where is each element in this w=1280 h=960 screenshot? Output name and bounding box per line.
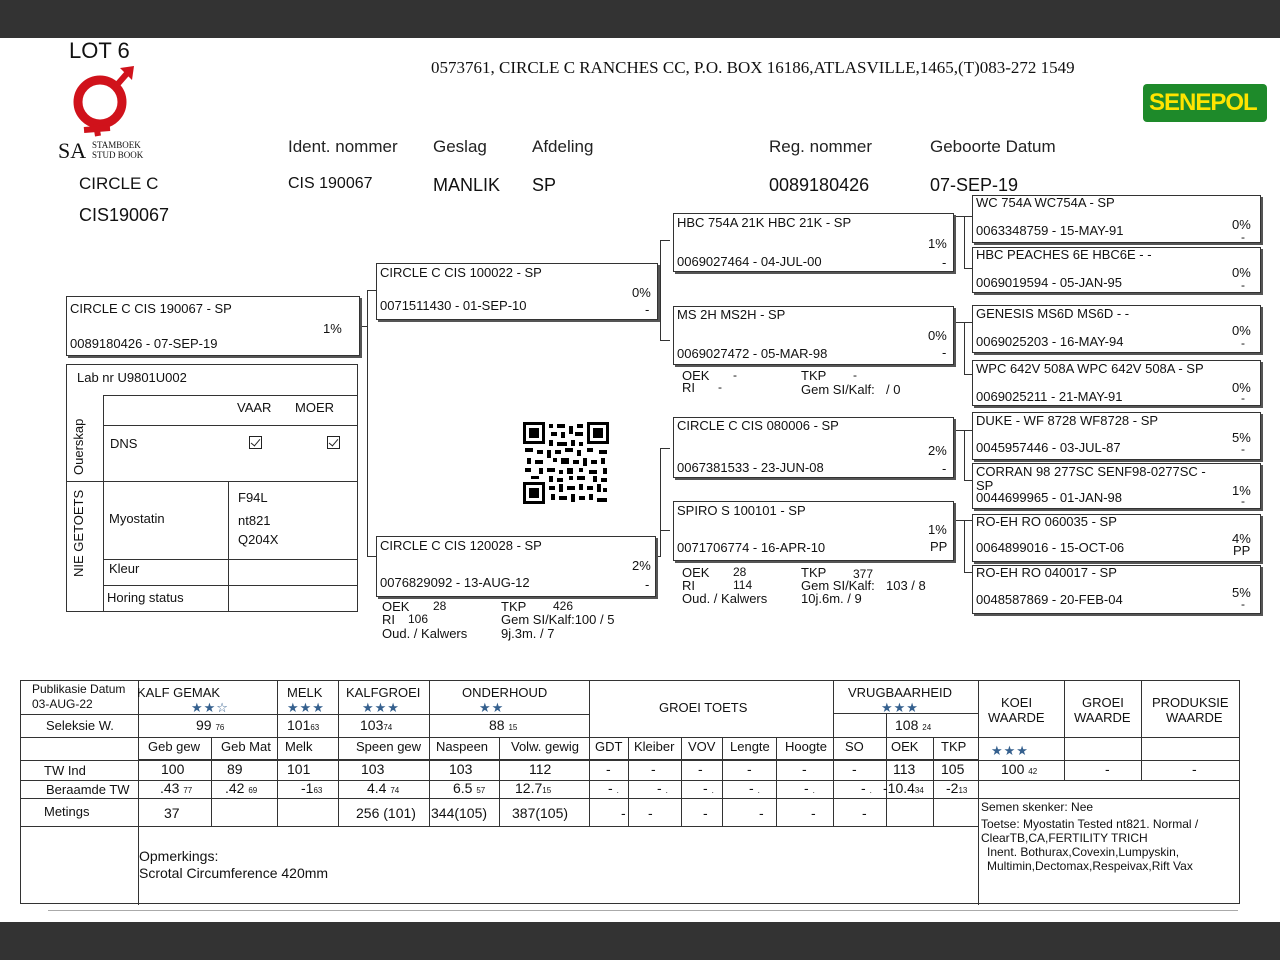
senepol-logo: SENEPOL	[1143, 84, 1267, 122]
section-label: Afdeling	[532, 137, 594, 156]
semen-donor: Semen skenker: Nee	[981, 800, 1094, 814]
melk-stars-icon: ★★★	[287, 700, 325, 715]
qr-code	[523, 422, 609, 504]
gd1-gem-label: Gem SI/Kalf:	[801, 382, 875, 397]
sex-label: Geslag	[433, 137, 487, 156]
ggp-box-8: RO-EH RO 040017 - SP 0048587869 - 20-FEB-04 5% -	[972, 565, 1261, 614]
gd1-tkp-label: TKP	[801, 368, 827, 383]
ggp-box-1: WC 754A WC754A - SP 0063348759 - 15-MAY-91 0% -	[972, 195, 1261, 243]
reg-value: 0089180426	[769, 175, 870, 195]
gd2-tkp-label: TKP	[801, 565, 827, 580]
gd2-ri-value: 114	[733, 578, 753, 592]
dam-ri-value: 106	[408, 612, 429, 626]
gd1-gem-value: / 0	[886, 382, 901, 397]
lot-number: LOT 6	[69, 38, 130, 63]
reg-label: Reg. nommer	[769, 137, 872, 156]
performance-table: Publikasie Datum 03-AUG-22 KALF GEMAK ★★☆ MELK ★★★ KALFGROEI ★★★ ONDERHOUD ★★ GROEI TOETS VRUGBAARHEID ★★★ KOEI WAARDE ★★★ GROEI WAARDE PRODUKSIE WAARDE Seleksie W. 99 76 10163 10374 88 15 108 24 Geb gew Geb Mat Melk Speen gew Naspeen Volw. gewig GDT Kleiber VOV Lengte Hoogte SO OEK TKP TW Ind 100 89 101 103 103 112 - - - - - - 113 105 100 42 - - Beraamde TW .43 77 .42 69 -163 4.4 74 6.5 57 12.715 - . - . - . - . - . - . -10.434 -213 Metings 37 256 (101) 344(105) 387(105) - - - - - - Semen skenker: Nee Toetse: Myostatin Tested nt821. Normal / ClearTB,CA,FERTILITY TRICH Inent. Bothurax,Covexin,Lumpyskin, Multimin,Dectomax,Respeivax,Rift Vax Opmerkings: Scrotal Circumference 420mm	[20, 680, 1240, 904]
dam-oek-label: OEK	[382, 599, 410, 614]
lab-number: Lab nr U9801U002	[77, 370, 187, 385]
dam-ri-label: RI	[382, 612, 395, 627]
sire-box: CIRCLE C CIS 100022 - SP 0% 0071511430 - 01-SEP-10 -	[376, 263, 658, 320]
gd1-oek-value: -	[733, 368, 737, 382]
animal-code: CIS190067	[79, 205, 170, 225]
vaccinations-line-1: Inent. Bothurax,Covexin,Lumpyskin,	[987, 845, 1180, 859]
dob-value: 07-SEP-19	[930, 175, 1019, 195]
grandsire-paternal-box: HBC 754A 21K HBC 21K - SP 1% 0069027464 - 04-JUL-00 -	[673, 213, 954, 272]
section-value: SP	[532, 175, 557, 195]
gd2-age: 10j.6m. / 9	[801, 591, 862, 606]
onderhoud-stars-icon: ★★	[479, 700, 505, 715]
gd2-oek-label: OEK	[682, 565, 710, 580]
qr-code-icon	[523, 422, 609, 504]
ggp-box-7: RO-EH RO 060035 - SP 0064899016 - 15-OCT-06 4% PP	[972, 514, 1261, 562]
granddam-maternal-box: SPIRO S 100101 - SP 1% 0071706774 - 16-APR-10 PP	[673, 501, 954, 561]
ggp-box-6: CORRAN 98 277SC SENF98-0277SC - SP 0044699965 - 01-JAN-98 1% -	[972, 463, 1261, 509]
moer-dns-checkbox-icon	[327, 436, 340, 449]
dam-oek-value: 28	[433, 599, 447, 613]
vaar-dns-checkbox-icon	[249, 436, 262, 449]
gd1-oek-label: OEK	[682, 368, 710, 383]
granddam-paternal-box: MS 2H MS2H - SP 0% 0069027472 - 05-MAR-98 -	[673, 306, 954, 365]
ggp-box-5: DUKE - WF 8728 WF8728 - SP 0045957446 - 03-JUL-87 5% -	[972, 412, 1261, 460]
dam-tkp-label: TKP	[501, 599, 527, 614]
pub-date-label: Publikasie Datum	[32, 682, 126, 696]
ggp-box-4: WPC 642V 508A WPC 642V 508A - SP 0069025211 - 21-MAY-91 0% -	[972, 360, 1261, 406]
dob-label: Geboorte Datum	[930, 137, 1056, 156]
gd2-gem-label: Gem SI/Kalf:	[801, 578, 875, 593]
gd2-gem-value: 103 / 8	[886, 578, 926, 593]
dam-tkp-value: 426	[553, 599, 574, 613]
remarks-value: Scrotal Circumference 420mm	[139, 865, 329, 881]
self-pedigree-box: CIRCLE C CIS 190067 - SP 1% 0089180426 - 07-SEP-19	[66, 296, 360, 356]
pub-date-value: 03-AUG-22	[32, 697, 93, 711]
koei-waarde-stars-icon: ★★★	[991, 743, 1029, 758]
dam-box: CIRCLE C CIS 120028 - SP 2% 0076829092 - 13-AUG-12 -	[376, 536, 656, 597]
ggp-box-2: HBC PEACHES 6E HBC6E - - 0069019594 - 05-JAN-95 0% -	[972, 247, 1261, 293]
gd1-ri-value: -	[718, 380, 722, 394]
viewer-bottom-bar	[0, 922, 1280, 960]
gd2-ri-label: RI	[682, 578, 695, 593]
kalf-gemak-stars-icon: ★★☆	[191, 700, 229, 715]
gd2-oud-label: Oud. / Kalwers	[682, 591, 768, 606]
tests-line-2: ClearTB,CA,FERTILITY TRICH	[981, 831, 1148, 845]
sa-stamboek-logo: SA STAMBOEK STUD BOOK	[58, 66, 158, 162]
viewer-top-bar	[0, 0, 1280, 38]
dam-age: 9j.3m. / 7	[501, 626, 555, 641]
gd2-tkp-value: 377	[853, 567, 874, 581]
vaccinations-line-2: Multimin,Dectomax,Respeivax,Rift Vax	[987, 859, 1193, 873]
vrugbaarheid-stars-icon: ★★★	[881, 700, 919, 715]
ouerskap-label: Ouerskap	[71, 418, 86, 475]
breeder-address: 0573761, CIRCLE C RANCHES CC, P.O. BOX 16186,ATLASVILLE,1465,(T)083-272 1549	[431, 58, 1075, 77]
lab-results-box: Lab nr U9801U002 Ouerskap NIE GETOETS VAAR MOER DNS Myostatin F94L nt821 Q204X Kleur Horing status	[66, 364, 358, 612]
ggp-box-3: GENESIS MS6D MS6D - - 0069025203 - 16-MAY-94 0% -	[972, 305, 1261, 353]
ident-value: CIS 190067	[288, 175, 373, 192]
dam-gem-label: Gem SI/Kalf:100 / 5	[501, 612, 615, 627]
remarks-label: Opmerkings:	[139, 848, 219, 864]
owner-name: CIRCLE C	[79, 174, 159, 193]
grandsire-maternal-box: CIRCLE C CIS 080006 - SP 2% 0067381533 - 23-JUN-08 -	[673, 417, 954, 478]
gd2-oek-value: 28	[733, 565, 747, 579]
sex-value: MANLIK	[433, 175, 501, 195]
dam-oud-label: Oud. / Kalwers	[382, 626, 468, 641]
tests-line-1: Toetse: Myostatin Tested nt821. Normal /	[981, 817, 1199, 831]
gd1-tkp-value: -	[853, 368, 857, 382]
nie-getoets-label: NIE GETOETS	[71, 489, 86, 577]
gd1-ri-label: RI	[682, 380, 695, 395]
ident-label: Ident. nommer	[288, 137, 398, 156]
kalfgroei-stars-icon: ★★★	[362, 700, 400, 715]
